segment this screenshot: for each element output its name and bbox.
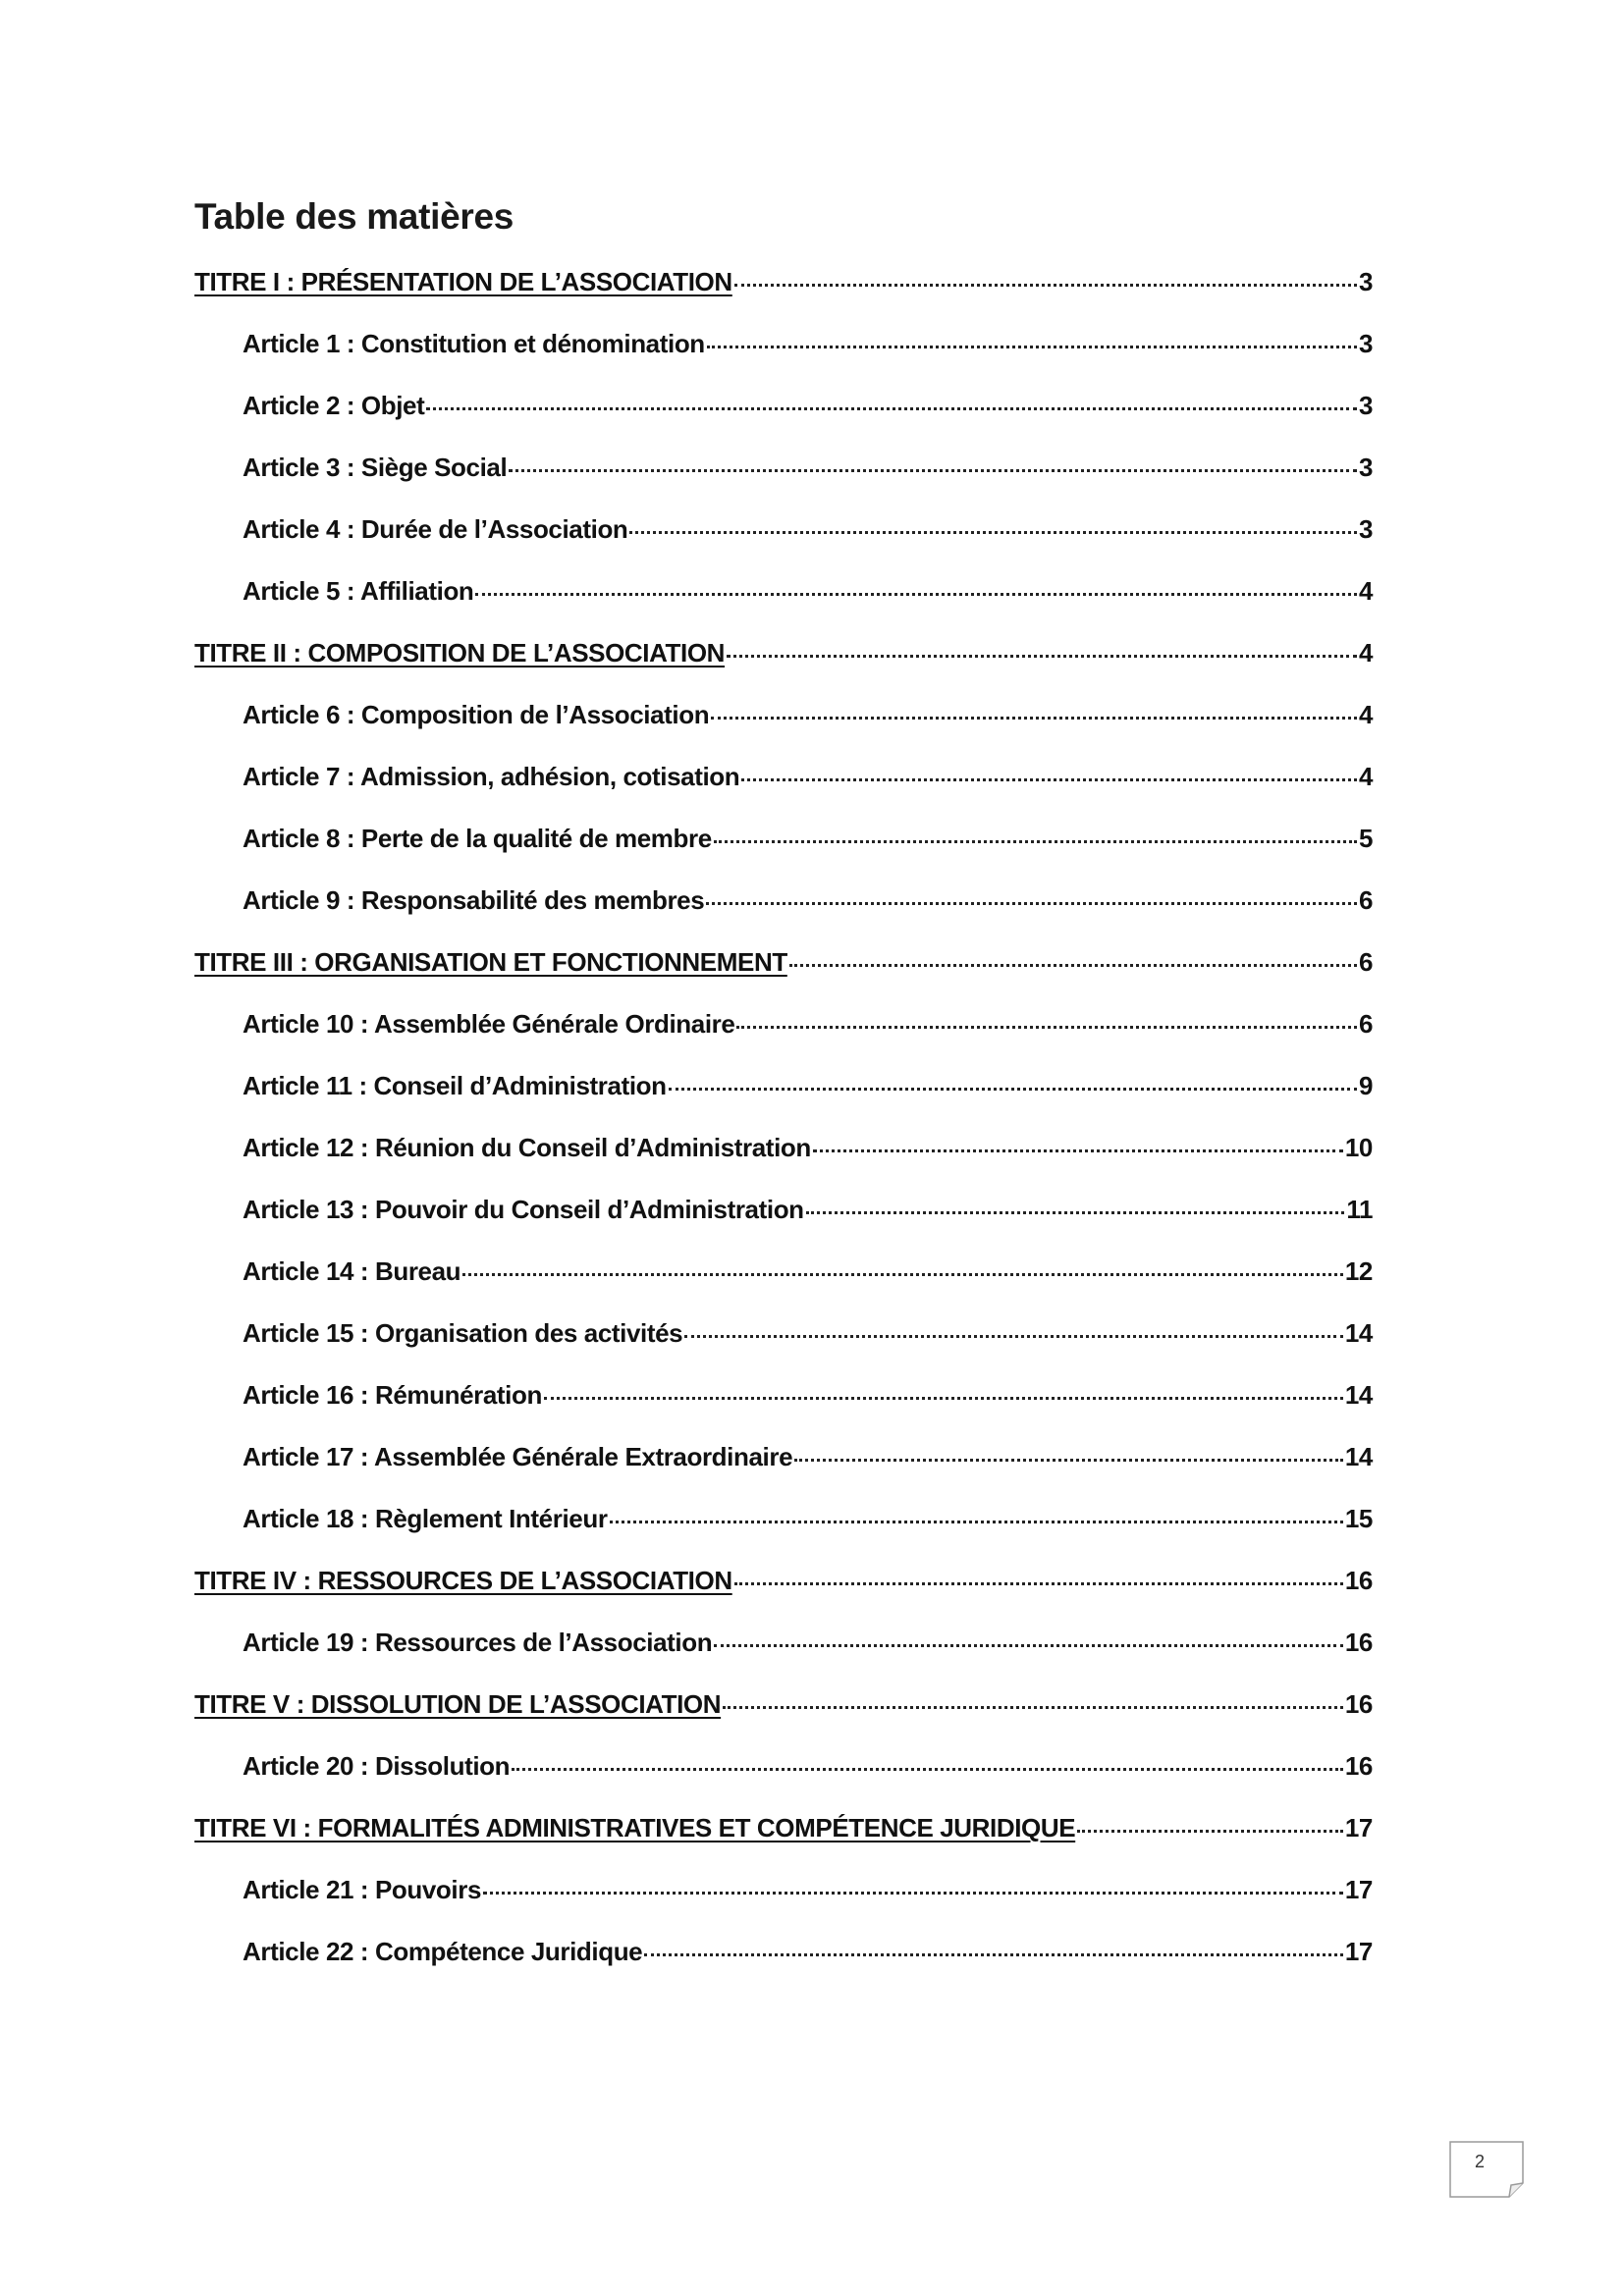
dot-leader <box>644 1935 1343 1960</box>
dot-leader <box>707 327 1357 352</box>
toc-entry-page-number: 6 <box>1358 947 1373 977</box>
dot-leader <box>736 1007 1357 1033</box>
toc-entry-label: Article 13 : Pouvoir du Conseil d’Administration <box>243 1195 804 1224</box>
toc-entry-page-number: 16 <box>1344 1566 1373 1595</box>
toc-entry-page-number: 11 <box>1346 1195 1373 1224</box>
toc-entry-page-number: 3 <box>1358 453 1373 482</box>
toc-article-entry[interactable] <box>194 883 1373 945</box>
toc-entry-label: Article 14 : Bureau <box>243 1256 461 1286</box>
toc-entry-page-number: 9 <box>1358 1071 1373 1100</box>
toc-entry-label: TITRE VI : FORMALITÉS ADMINISTRATIVES ET COMPÉTENCE JURIDIQUE <box>194 1813 1076 1842</box>
toc-entry-page-number: 15 <box>1344 1504 1373 1533</box>
toc-entry-page-number: 4 <box>1358 576 1373 606</box>
toc-entry-page-number: 3 <box>1358 514 1373 544</box>
page-number-box <box>1448 2140 1525 2199</box>
toc-entry-label: Article 11 : Conseil d’Administration <box>243 1071 667 1100</box>
toc-entry-label: TITRE II : COMPOSITION DE L’ASSOCIATION <box>194 638 726 667</box>
dot-leader <box>483 1873 1343 1898</box>
toc-titre-entry[interactable] <box>194 1564 1373 1626</box>
toc-article-entry[interactable] <box>194 698 1373 760</box>
toc-article-entry[interactable] <box>194 389 1373 451</box>
toc-entry-page-number: 16 <box>1344 1689 1373 1719</box>
toc-entry-label: Article 10 : Assemblée Générale Ordinaire <box>243 1009 735 1039</box>
toc-entry-label: Article 18 : Règlement Intérieur <box>243 1504 608 1533</box>
toc-entry-page-number: 10 <box>1344 1133 1373 1162</box>
toc-article-entry[interactable] <box>194 822 1373 883</box>
toc-entry-page-number: 16 <box>1344 1628 1373 1657</box>
dot-leader <box>544 1378 1343 1404</box>
dot-leader <box>426 389 1357 414</box>
dot-leader <box>475 574 1357 600</box>
dot-leader <box>806 1193 1345 1218</box>
toc-entry-label: Article 1 : Constitution et dénomination <box>243 329 705 358</box>
toc-article-entry[interactable] <box>194 451 1373 512</box>
toc-titre-entry[interactable] <box>194 265 1373 327</box>
toc-entry-page-number: 17 <box>1344 1813 1373 1842</box>
toc-article-entry[interactable] <box>194 1935 1373 1997</box>
toc-article-entry[interactable] <box>194 760 1373 822</box>
dot-leader <box>610 1502 1343 1527</box>
toc-entry-page-number: 12 <box>1344 1256 1373 1286</box>
toc-article-entry[interactable] <box>194 1316 1373 1378</box>
dot-leader <box>684 1316 1343 1342</box>
dot-leader <box>711 698 1357 723</box>
toc-entry-label: Article 16 : Rémunération <box>243 1380 542 1410</box>
toc-entry-label: Article 9 : Responsabilité des membres <box>243 885 705 915</box>
page-number: 2 <box>1474 2152 1485 2171</box>
toc-titre-entry[interactable] <box>194 1687 1373 1749</box>
toc-titre-entry[interactable] <box>194 636 1373 698</box>
dot-leader <box>741 760 1357 785</box>
dot-leader <box>1077 1811 1343 1837</box>
dot-leader <box>714 1626 1343 1651</box>
toc-article-entry[interactable] <box>194 1007 1373 1069</box>
toc-entry-label: Article 17 : Assemblée Générale Extraordinaire <box>243 1442 793 1471</box>
dot-leader <box>706 883 1357 909</box>
toc-entry-label: TITRE I : PRÉSENTATION DE L’ASSOCIATION <box>194 267 732 296</box>
toc-entry-label: Article 7 : Admission, adhésion, cotisation <box>243 762 740 791</box>
dot-leader <box>727 636 1357 662</box>
dot-leader <box>714 822 1357 847</box>
toc-entry-label: Article 2 : Objet <box>243 391 425 420</box>
toc-entry-label: TITRE V : DISSOLUTION DE L’ASSOCIATION <box>194 1689 722 1719</box>
table-of-contents <box>194 265 1373 1997</box>
toc-entry-label: Article 21 : Pouvoirs <box>243 1875 482 1904</box>
toc-titre-entry[interactable] <box>194 945 1373 1007</box>
page-title: Table des matières <box>194 196 514 237</box>
toc-entry-page-number: 14 <box>1344 1318 1373 1348</box>
toc-entry-label: Article 20 : Dissolution <box>243 1751 511 1781</box>
dot-leader <box>462 1255 1343 1280</box>
toc-entry-page-number: 3 <box>1358 267 1373 296</box>
toc-entry-label: Article 8 : Perte de la qualité de membre <box>243 824 712 853</box>
toc-article-entry[interactable] <box>194 512 1373 574</box>
toc-entry-label: Article 15 : Organisation des activités <box>243 1318 683 1348</box>
toc-article-entry[interactable] <box>194 1749 1373 1811</box>
toc-entry-page-number: 16 <box>1344 1751 1373 1781</box>
dot-leader <box>734 1564 1343 1589</box>
toc-article-entry[interactable] <box>194 1440 1373 1502</box>
toc-entry-label: Article 5 : Affiliation <box>243 576 474 606</box>
dot-leader <box>629 512 1357 538</box>
toc-entry-label: TITRE III : ORGANISATION ET FONCTIONNEMENT <box>194 947 787 977</box>
toc-entry-page-number: 5 <box>1358 824 1373 853</box>
dot-leader <box>734 265 1357 291</box>
toc-entry-page-number: 3 <box>1358 329 1373 358</box>
toc-titre-entry[interactable] <box>194 1811 1373 1873</box>
toc-entry-label: Article 12 : Réunion du Conseil d’Administration <box>243 1133 811 1162</box>
toc-article-entry[interactable] <box>194 1069 1373 1131</box>
dot-leader <box>794 1440 1343 1466</box>
toc-article-entry[interactable] <box>194 1255 1373 1316</box>
dot-leader <box>509 451 1357 476</box>
dot-leader <box>669 1069 1357 1095</box>
toc-entry-label: Article 6 : Composition de l’Association <box>243 700 710 729</box>
toc-entry-label: Article 3 : Siège Social <box>243 453 508 482</box>
toc-article-entry[interactable] <box>194 1378 1373 1440</box>
dot-leader <box>789 945 1357 971</box>
toc-entry-page-number: 17 <box>1344 1937 1373 1966</box>
dot-leader <box>813 1131 1343 1156</box>
toc-entry-page-number: 4 <box>1358 700 1373 729</box>
dot-leader <box>512 1749 1343 1775</box>
toc-entry-label: Article 19 : Ressources de l’Association <box>243 1628 713 1657</box>
toc-entry-page-number: 17 <box>1344 1875 1373 1904</box>
toc-entry-label: TITRE IV : RESSOURCES DE L’ASSOCIATION <box>194 1566 732 1595</box>
toc-article-entry[interactable] <box>194 1502 1373 1564</box>
toc-article-entry[interactable] <box>194 327 1373 389</box>
toc-entry-label: Article 22 : Compétence Juridique <box>243 1937 643 1966</box>
toc-article-entry[interactable] <box>194 1626 1373 1687</box>
toc-entry-page-number: 4 <box>1358 762 1373 791</box>
toc-entry-page-number: 6 <box>1358 885 1373 915</box>
toc-article-entry[interactable] <box>194 1873 1373 1935</box>
toc-article-entry[interactable] <box>194 1193 1373 1255</box>
toc-article-entry[interactable] <box>194 1131 1373 1193</box>
toc-article-entry[interactable] <box>194 574 1373 636</box>
toc-entry-label: Article 4 : Durée de l’Association <box>243 514 628 544</box>
toc-entry-page-number: 4 <box>1358 638 1373 667</box>
dot-leader <box>723 1687 1343 1713</box>
toc-entry-page-number: 3 <box>1358 391 1373 420</box>
toc-entry-page-number: 6 <box>1358 1009 1373 1039</box>
toc-entry-page-number: 14 <box>1344 1380 1373 1410</box>
toc-entry-page-number: 14 <box>1344 1442 1373 1471</box>
